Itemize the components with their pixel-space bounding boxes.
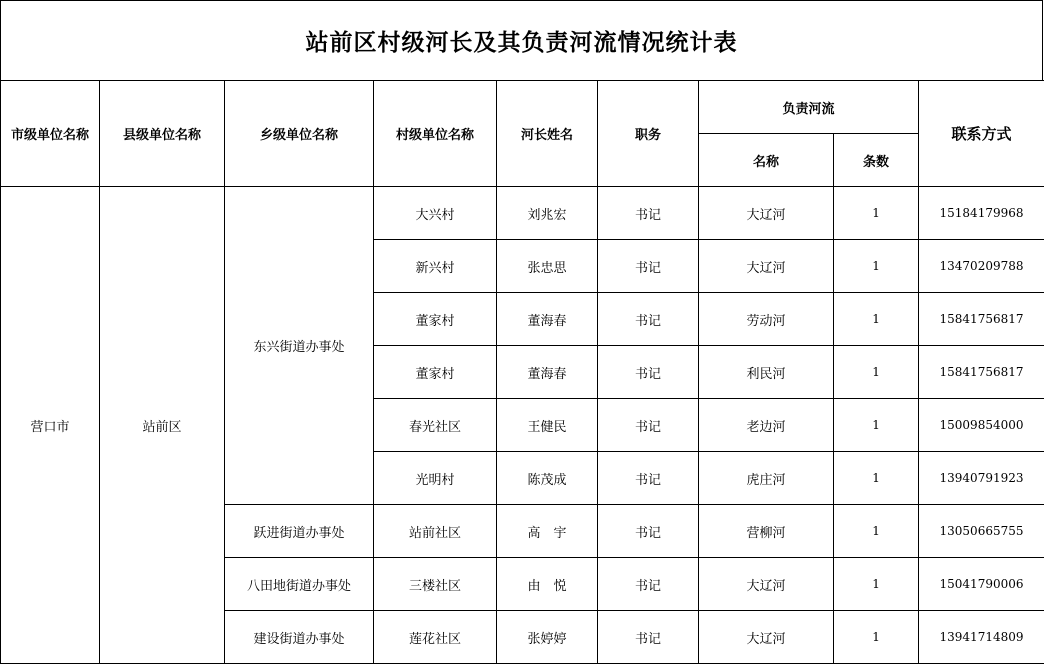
header-position: 职务: [598, 81, 699, 187]
cell-river-name: 大辽河: [699, 611, 834, 664]
table-row: [1, 187, 1044, 240]
cell-river-name: 利民河: [699, 346, 834, 399]
cell-contact: 13940791923: [919, 452, 1044, 505]
cell-river-count: 1: [834, 611, 919, 664]
cell-chief-name: 张婷婷: [497, 611, 598, 664]
cell-river-count: 1: [834, 452, 919, 505]
cell-position: 书记: [598, 611, 699, 664]
cell-village: 董家村: [374, 293, 497, 346]
page-title: 站前区村级河长及其负责河流情况统计表: [305, 29, 738, 56]
cell-chief-name: 高 宇: [497, 505, 598, 558]
cell-chief-name: 刘兆宏: [497, 187, 598, 240]
cell-position: 书记: [598, 240, 699, 293]
cell-river-name: 大辽河: [699, 187, 834, 240]
cell-chief-name: 由 悦: [497, 558, 598, 611]
cell-village: 春光社区: [374, 399, 497, 452]
cell-position: 书记: [598, 346, 699, 399]
cell-river-name: 营柳河: [699, 505, 834, 558]
cell-contact: 13941714809: [919, 611, 1044, 664]
cell-river-count: 1: [834, 187, 919, 240]
cell-position: 书记: [598, 293, 699, 346]
cell-position: 书记: [598, 558, 699, 611]
cell-county: 站前区: [100, 187, 225, 664]
cell-village: 莲花社区: [374, 611, 497, 664]
cell-chief-name: 张忠思: [497, 240, 598, 293]
cell-village: 新兴村: [374, 240, 497, 293]
cell-river-name: 虎庄河: [699, 452, 834, 505]
cell-chief-name: 陈茂成: [497, 452, 598, 505]
cell-chief-name: 王健民: [497, 399, 598, 452]
cell-river-count: 1: [834, 399, 919, 452]
cell-river-count: 1: [834, 240, 919, 293]
cell-river-name: 大辽河: [699, 240, 834, 293]
cell-river-name: 大辽河: [699, 558, 834, 611]
header-contact: 联系方式: [919, 81, 1044, 187]
cell-position: 书记: [598, 505, 699, 558]
cell-position: 书记: [598, 187, 699, 240]
cell-chief-name: 董海春: [497, 293, 598, 346]
cell-township: 东兴街道办事处: [225, 187, 374, 505]
cell-river-count: 1: [834, 558, 919, 611]
cell-contact: 13470209788: [919, 240, 1044, 293]
cell-village: 三楼社区: [374, 558, 497, 611]
cell-contact: 15041790006: [919, 558, 1044, 611]
cell-township: 跃进街道办事处: [225, 505, 374, 558]
river-chief-table: [0, 80, 1044, 664]
cell-position: 书记: [598, 399, 699, 452]
cell-township: 八田地街道办事处: [225, 558, 374, 611]
cell-river-name: 老边河: [699, 399, 834, 452]
cell-village: 光明村: [374, 452, 497, 505]
header-river-name: 名称: [699, 134, 834, 187]
header-city: 市级单位名称: [1, 81, 100, 187]
cell-village: 大兴村: [374, 187, 497, 240]
cell-township: 建设街道办事处: [225, 611, 374, 664]
header-county: 县级单位名称: [100, 81, 225, 187]
header-township: 乡级单位名称: [225, 81, 374, 187]
cell-river-count: 1: [834, 346, 919, 399]
cell-contact: 15009854000: [919, 399, 1044, 452]
cell-chief-name: 董海春: [497, 346, 598, 399]
cell-position: 书记: [598, 452, 699, 505]
header-river-count: 条数: [834, 134, 919, 187]
cell-river-count: 1: [834, 293, 919, 346]
title-box: [0, 0, 1043, 80]
cell-contact: 15184179968: [919, 187, 1044, 240]
cell-village: 站前社区: [374, 505, 497, 558]
header-river-group: 负责河流: [699, 81, 919, 134]
cell-contact: 15841756817: [919, 346, 1044, 399]
cell-contact: 13050665755: [919, 505, 1044, 558]
cell-city: 营口市: [1, 187, 100, 664]
cell-contact: 15841756817: [919, 293, 1044, 346]
cell-village: 董家村: [374, 346, 497, 399]
header-village: 村级单位名称: [374, 81, 497, 187]
cell-river-count: 1: [834, 505, 919, 558]
cell-river-name: 劳动河: [699, 293, 834, 346]
header-chief-name: 河长姓名: [497, 81, 598, 187]
